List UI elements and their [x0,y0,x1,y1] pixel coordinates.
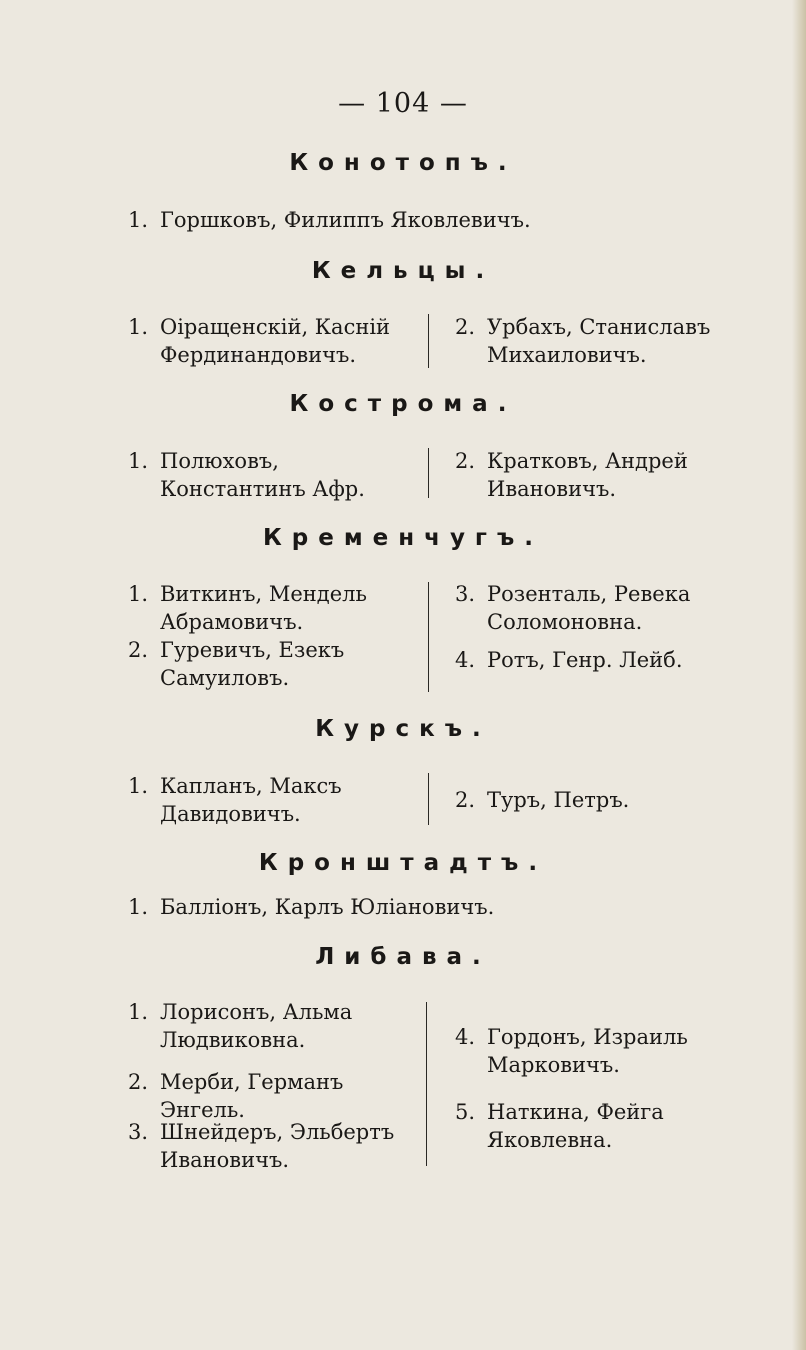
entry-kremenchug-1 [128,580,420,636]
section-heading-konotop: Конотопъ. [289,150,517,176]
entry-kursk-1 [128,772,420,828]
entry-libava-3 [128,1118,420,1174]
entry-kostroma-1 [128,447,420,503]
column-divider [428,314,429,368]
entry-konotop-1 [128,206,748,234]
entry-libava-1 [128,998,420,1054]
entry-number: 1. [128,315,149,339]
entry-libava-4 [455,1023,755,1079]
entry-name: Урбахъ, Станиславъ Михаиловичъ. [487,315,711,367]
entry-number: 2. [128,638,149,662]
entry-name: Наткина, Фейга Яковлевна. [487,1100,664,1152]
entry-number: 2. [128,1070,149,1094]
entry-name: Ротъ, Генр. Лейб. [487,648,683,672]
page-number: — 104 — [338,88,468,119]
section-heading-kremenchug: Кременчугъ. [263,525,543,551]
entry-number: 3. [128,1120,149,1144]
section-heading-kostroma: Кострома. [289,391,517,417]
section-heading-libava: Либава. [315,944,491,970]
entry-number: 1. [128,582,149,606]
entry-number: 1. [128,895,149,919]
entry-number: 4. [455,1025,476,1049]
entry-libava-5 [455,1098,755,1154]
entry-kremenchug-3 [455,580,755,636]
entry-number: 2. [455,449,476,473]
entry-name: Виткинъ, Мендель Абрамовичъ. [160,582,367,634]
entry-name: Розенталь, Ревека Соломоновна. [487,582,691,634]
entry-kremenchug-2 [128,636,420,692]
entry-name: Полюховъ, Константинъ Афр. [160,449,365,501]
entry-number: 2. [455,788,476,812]
entry-name: Гордонъ, Израиль Марковичъ. [487,1025,688,1077]
entry-name: Горшковъ, Филиппъ Яковлевичъ. [160,208,531,232]
section-heading-kursk: Курскъ. [315,716,491,742]
column-divider [428,773,429,825]
entry-name: Туръ, Петръ. [487,788,630,812]
entry-kremenchug-4 [455,646,755,674]
entry-number: 1. [128,774,149,798]
entry-name: Кратковъ, Андрей Ивановичъ. [487,449,688,501]
entry-number: 3. [455,582,476,606]
entry-libava-2 [128,1068,420,1124]
entry-name: Оіращенскій, Касній Фердинандовичъ. [160,315,391,367]
column-divider [428,448,429,498]
entry-name: Мерби, Германъ Энгель. [160,1070,344,1122]
entry-name: Шнейдеръ, Эльбертъ Ивановичъ. [160,1120,395,1172]
entry-name: Балліонъ, Карлъ Юліановичъ. [160,895,495,919]
page-edge [792,0,806,1350]
section-heading-keltsy: Кельцы. [311,258,495,284]
entry-number: 1. [128,449,149,473]
column-divider [426,1002,427,1166]
entry-number: 4. [455,648,476,672]
entry-name: Лорисонъ, Альма Людвиковна. [160,1000,353,1052]
entry-kursk-2 [455,786,755,814]
entry-number: 2. [455,315,476,339]
entry-keltsy-1 [128,313,420,369]
entry-number: 5. [455,1100,476,1124]
entry-keltsy-2 [455,313,755,369]
entry-name: Капланъ, Максъ Давидовичъ. [160,774,342,826]
section-heading-kronshtadt: Кронштадтъ. [258,850,548,876]
entry-kronshtadt-1 [128,893,748,921]
entry-name: Гуревичъ, Езекъ Самуиловъ. [160,638,345,690]
entry-number: 1. [128,208,149,232]
entry-number: 1. [128,1000,149,1024]
column-divider [428,582,429,692]
entry-kostroma-2 [455,447,755,503]
